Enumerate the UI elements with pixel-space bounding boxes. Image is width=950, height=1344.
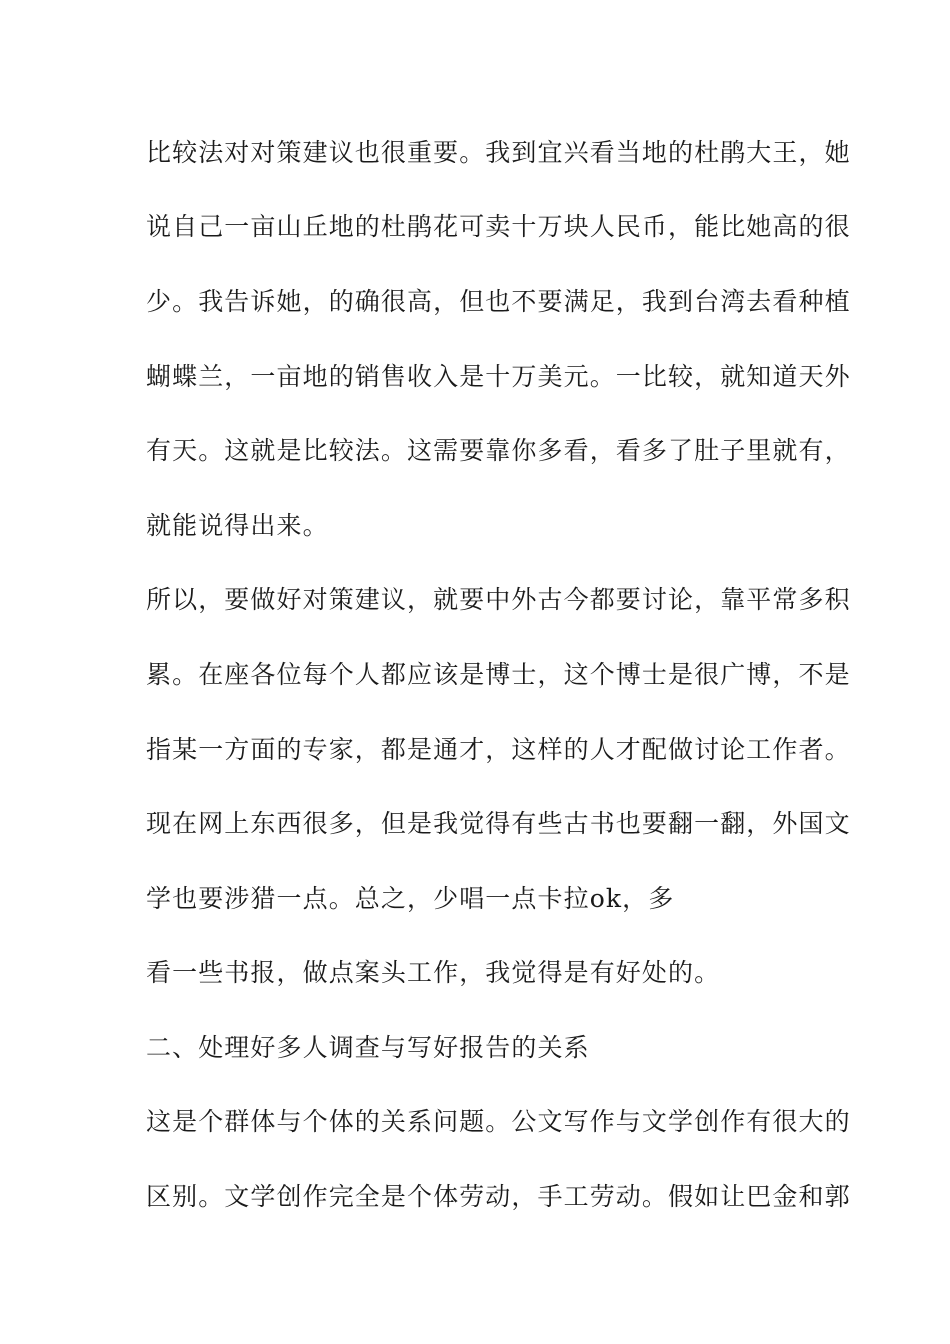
paragraph-line: 少。我告诉她，的确很高，但也不要满足，我到台湾去看种植 [146,287,851,316]
paragraph-line: 看一些书报，做点案头工作，我觉得是有好处的。 [146,958,721,987]
paragraph-line: 有天。这就是比较法。这需要靠你多看，看多了肚子里就有， [146,436,851,465]
paragraph-line: 说自己一亩山丘地的杜鹃花可卖十万块人民币，能比她高的很 [146,212,851,241]
paragraph-line: 这是个群体与个体的关系问题。公文写作与文学创作有很大的 [146,1107,851,1136]
paragraph-line: 指某一方面的专家，都是通才，这样的人才配做讨论工作者。 [146,735,851,764]
paragraph-line: 就能说得出来。 [146,511,329,540]
paragraph-line: 蝴蝶兰，一亩地的销售收入是十万美元。一比较，就知道天外 [146,362,851,391]
paragraph-line: 比较法对对策建议也很重要。我到宜兴看当地的杜鹃大王，她 [146,138,851,167]
paragraph-line: 现在网上东西很多，但是我觉得有些古书也要翻一翻，外国文 [146,809,851,838]
section-heading: 二、处理好多人调查与写好报告的关系 [146,1033,590,1062]
paragraph-line: 学也要涉猎一点。总之，少唱一点卡拉ok，多 [146,884,675,913]
paragraph-line: 所以，要做好对策建议，就要中外古今都要讨论，靠平常多积 [146,585,851,614]
paragraph-line: 区别。文学创作完全是个体劳动，手工劳动。假如让巴金和郭 [146,1182,851,1211]
paragraph-line: 累。在座各位每个人都应该是博士，这个博士是很广博，不是 [146,660,851,689]
